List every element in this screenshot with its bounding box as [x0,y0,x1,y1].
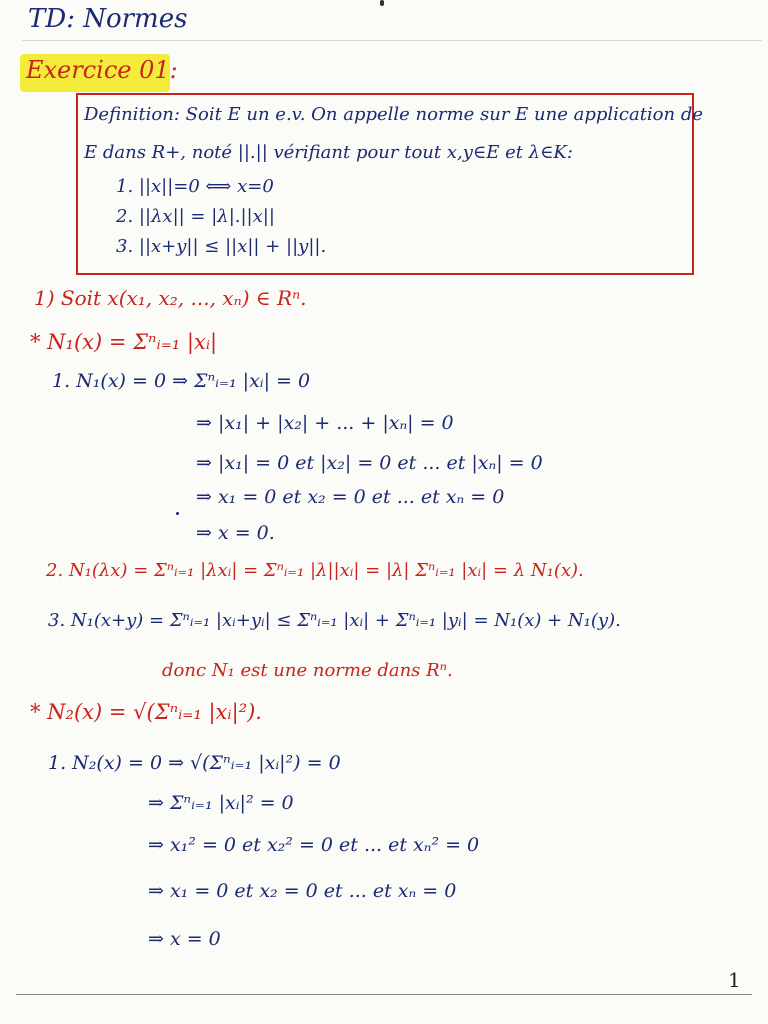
norm-1-step-1c: ⇒ |x₁| = 0 et |x₂| = 0 et ... et |xₙ| = 0 [196,452,543,474]
footer-rule [16,994,752,995]
norm-2-step-1: 1. N₂(x) = 0 ⇒ √(Σⁿᵢ₌₁ |xᵢ|²) = 0 [48,752,341,774]
norm-1-step-2: 2. N₁(λx) = Σⁿᵢ₌₁ |λxᵢ| = Σⁿᵢ₌₁ |λ||xᵢ| = |λ| Σⁿᵢ₌₁ |xᵢ| = λ N₁(x). [46,560,584,581]
norm-1-conclusion: donc N₁ est une norme dans Rⁿ. [162,660,453,681]
definition-line-2: E dans R+, noté ||.|| vérifiant pour tout x,y∈E et λ∈K: [84,142,573,163]
norm-2-definition: * N₂(x) = √(Σⁿᵢ₌₁ |xᵢ|²). [30,700,262,724]
norm-1-step-1d: ⇒ x₁ = 0 et x₂ = 0 et ... et xₙ = 0 [196,486,505,508]
norm-2-step-1e: ⇒ x = 0 [148,928,221,950]
ink-dot [176,512,179,515]
exercise-label: Exercice 01: [26,56,178,84]
norm-1-step-1e: ⇒ x = 0. [196,522,275,544]
norm-2-step-1c: ⇒ x₁² = 0 et x₂² = 0 et ... et xₙ² = 0 [148,834,480,856]
norm-2-step-1b: ⇒ Σⁿᵢ₌₁ |xᵢ|² = 0 [148,792,294,814]
definition-line-1: Definition: Soit E un e.v. On appelle norme sur E une application de [84,104,704,125]
norm-1-step-3: 3. N₁(x+y) = Σⁿᵢ₌₁ |xᵢ+yᵢ| ≤ Σⁿᵢ₌₁ |xᵢ| + Σⁿᵢ₌₁ |yᵢ| = N₁(x) + N₁(y). [48,610,621,631]
norm-2-step-1d: ⇒ x₁ = 0 et x₂ = 0 et ... et xₙ = 0 [148,880,457,902]
question-1-intro: 1) Soit x(x₁, x₂, ..., xₙ) ∈ Rⁿ. [34,286,307,310]
page-number: 1 [728,968,741,992]
definition-condition-2: 2. ||λx|| = |λ|.||x|| [116,206,275,227]
norm-1-step-1: 1. N₁(x) = 0 ⇒ Σⁿᵢ₌₁ |xᵢ| = 0 [52,370,311,392]
scan-mark [380,0,384,6]
norm-1-step-1b: ⇒ |x₁| + |x₂| + ... + |xₙ| = 0 [196,412,454,434]
definition-condition-3: 3. ||x+y|| ≤ ||x|| + ||y||. [116,236,327,257]
definition-condition-1: 1. ||x||=0 ⟺ x=0 [116,176,274,197]
norm-1-definition: * N₁(x) = Σⁿᵢ₌₁ |xᵢ| [30,330,218,354]
page-title: TD: Normes [28,4,188,34]
title-rule [22,40,762,41]
